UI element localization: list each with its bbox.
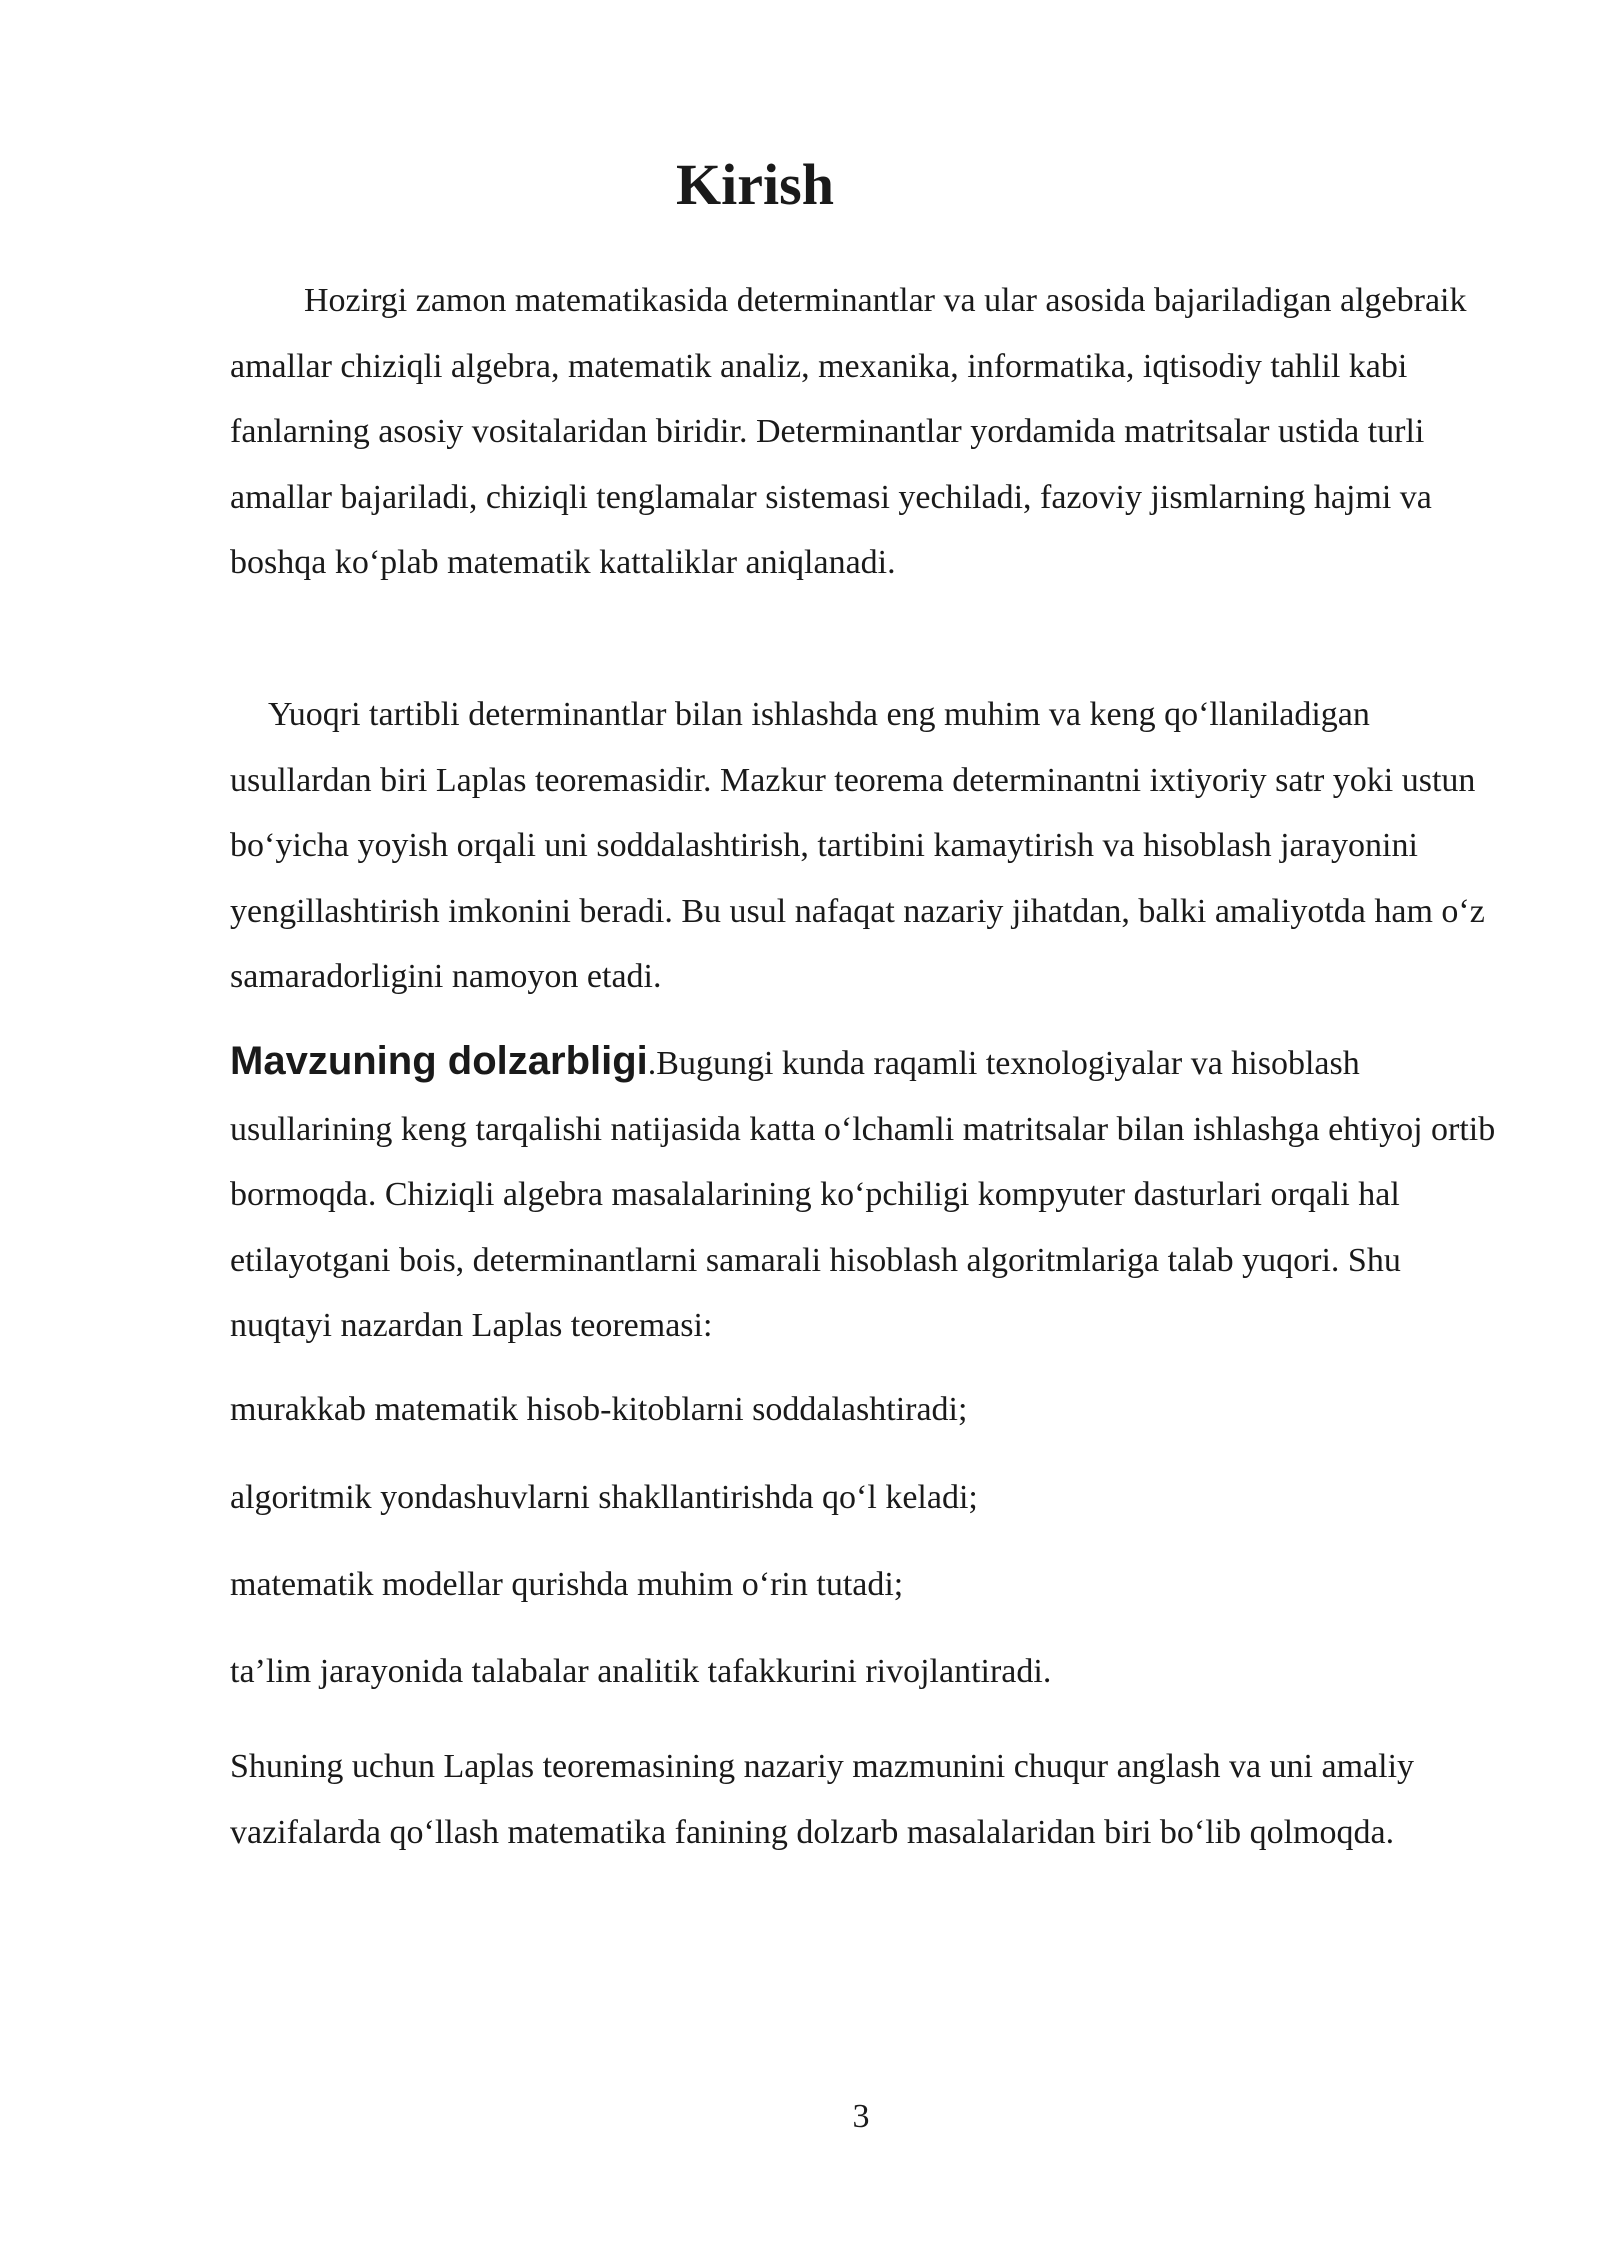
list-item: algoritmik yondashuvlarni shakllantirishda qoʻl keladi; [230, 1479, 978, 1516]
list-item: matematik modellar qurishda muhim oʻrin tutadi; [230, 1566, 904, 1603]
list-item: ta’lim jarayonida talabalar analitik tafakkurini rivojlantiradi. [230, 1653, 1052, 1690]
page-number: 3 [852, 2098, 870, 2135]
list-item: murakkab matematik hisob-kitoblarni soddalashtiradi; [230, 1391, 968, 1428]
page-title: Kirish [676, 152, 834, 217]
intro-paragraph-2: Yuoqri tartibli determinantlar bilan ishlashda eng muhim va keng qoʻllaniladigan usullardan biri Laplas teoremasidir. Mazkur teorema determinantni ixtiyoriy satr yoki ustun boʻyicha yoyish orqali uni soddalashtirish, tartibini kamaytirish va hisoblash jarayonini yengillashtirish imkonini beradi. Bu usul nafaqat nazariy jihatdan, balki amaliyotda ham oʻz samaradorligini namoyon etadi. [230, 696, 1485, 995]
conclusion-paragraph: Shuning uchun Laplas teoremasining nazariy mazmunini chuqur anglash va uni amaliy vazifalarda qoʻllash matematika fanining dolzarb masalalaridan biri boʻlib qolmoqda. [230, 1748, 1415, 1851]
relevance-heading: Mavzuning dolzarbligi [230, 1039, 648, 1083]
intro-paragraph-1: Hozirgi zamon matematikasida determinantlar va ular asosida bajariladigan algebraik amallar chiziqli algebra, matematik analiz, mexanika, informatika, iqtisodiy tahlil kabi fanlarning asosiy vositalaridan biridir. Determinantlar yordamida matritsalar ustida turli amallar bajariladi, chiziqli tenglamalar sistemasi yechiladi, fazoviy jismlarning hajmi va boshqa koʻplab matematik kattaliklar aniqlanadi. [230, 282, 1467, 581]
relevance-paragraph [230, 1029, 1510, 1359]
relevance-text: .Bugungi kunda raqamli texnologiyalar va hisoblash usullarining keng tarqalishi natijasida katta oʻlchamli matritsalar bilan ishlashga ehtiyoj ortib bormoqda. Chiziqli algebra masalalarining koʻpchiligi kompyuter dasturlari orqali hal etilayotgani bois, determinantlarni samarali hisoblash algoritmlariga talab yuqori. Shu nuqtayi nazardan Laplas teoremasi: [230, 1045, 1496, 1344]
